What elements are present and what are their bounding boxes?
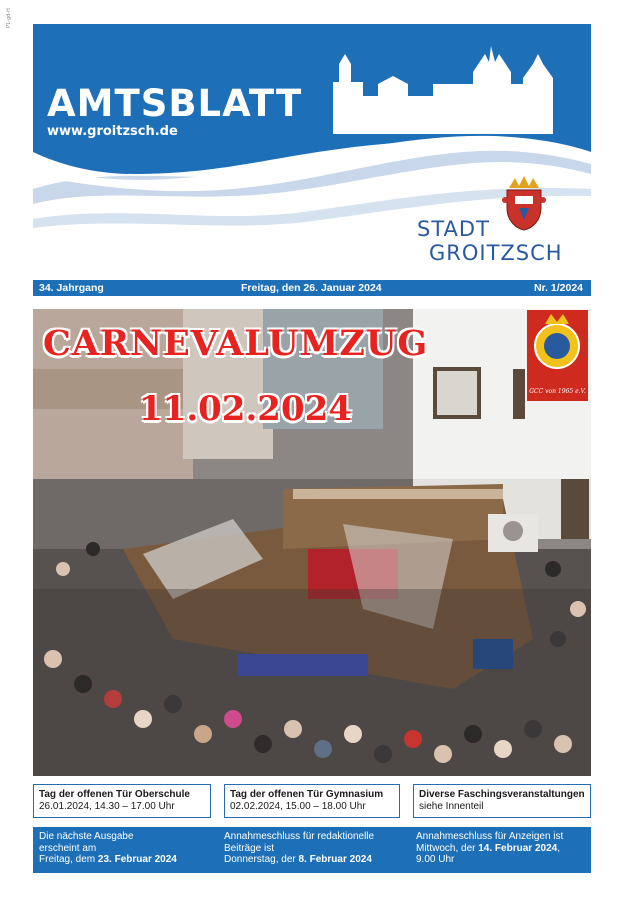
footer-line: Beiträge ist (224, 842, 275, 854)
issue-date: Freitag, den 26. Januar 2024 (241, 282, 382, 294)
parade-date: 11.02.2024 (139, 389, 352, 429)
event-title: Tag der offenen Tür Gymnasium (230, 789, 384, 800)
footer-text: Donnerstag, der (224, 854, 299, 865)
event-box-oberschule (33, 784, 211, 818)
footer-line: 9.00 Uhr (416, 854, 455, 865)
carnival-parade-photo (33, 309, 591, 776)
club-caption: GCC von 1965 e.V. (529, 388, 586, 395)
city-name-line1: STADT (417, 217, 490, 241)
next-issue-info (39, 831, 219, 866)
event-box-fasching (413, 784, 591, 818)
event-title: Diverse Faschingsveranstaltungen (419, 789, 585, 800)
issue-info-bar (33, 280, 591, 296)
footer-text: , (557, 842, 560, 854)
volume-label: 34. Jahrgang (39, 282, 104, 294)
masthead-background (33, 24, 591, 276)
footer-line: Annahmeschluss für Anzeigen ist (416, 831, 564, 842)
deadline-footer (33, 827, 591, 873)
footer-text: Mittwoch, der (416, 842, 479, 854)
ad-deadline-date: 14. Februar 2024 (478, 842, 558, 854)
next-issue-date: 23. Februar 2024 (97, 854, 177, 865)
cover-photo (33, 309, 591, 776)
carnival-club-badge (527, 310, 588, 401)
footer-line: Annahmeschluss für redaktionelle (224, 831, 375, 842)
masthead (33, 24, 591, 276)
footer-line: erscheint am (39, 842, 97, 854)
event-detail: 26.01.2024, 14.30 – 17.00 Uhr (39, 801, 175, 812)
event-box-gymnasium (224, 784, 400, 818)
footer-line (416, 843, 588, 855)
city-name-line2: GROITZSCH (429, 241, 563, 265)
footer-line (39, 854, 219, 866)
ad-deadline-info (416, 831, 588, 866)
event-title: Tag der offenen Tür Oberschule (39, 789, 190, 800)
carnival-club-emblem-icon (527, 310, 588, 388)
event-detail: siehe Innenteil (419, 801, 484, 812)
footer-line (224, 854, 414, 866)
footer-text: Freitag, dem (39, 854, 98, 865)
event-detail: 02.02.2024, 15.00 – 18.00 Uhr (230, 801, 366, 812)
website-url: www.groitzsch.de (47, 124, 178, 139)
footer-line: Die nächste Ausgabe (39, 831, 134, 842)
publication-title: AMTSBLATT (47, 82, 303, 125)
issue-number: Nr. 1/2024 (533, 282, 583, 294)
parade-headline: CARNEVALUMZUG (43, 323, 429, 364)
editorial-deadline-date: 8. Februar 2024 (298, 854, 372, 865)
city-coat-of-arms-icon (501, 174, 547, 232)
print-code-note: P1-gd-H (6, 8, 12, 28)
editorial-deadline-info (224, 831, 414, 866)
